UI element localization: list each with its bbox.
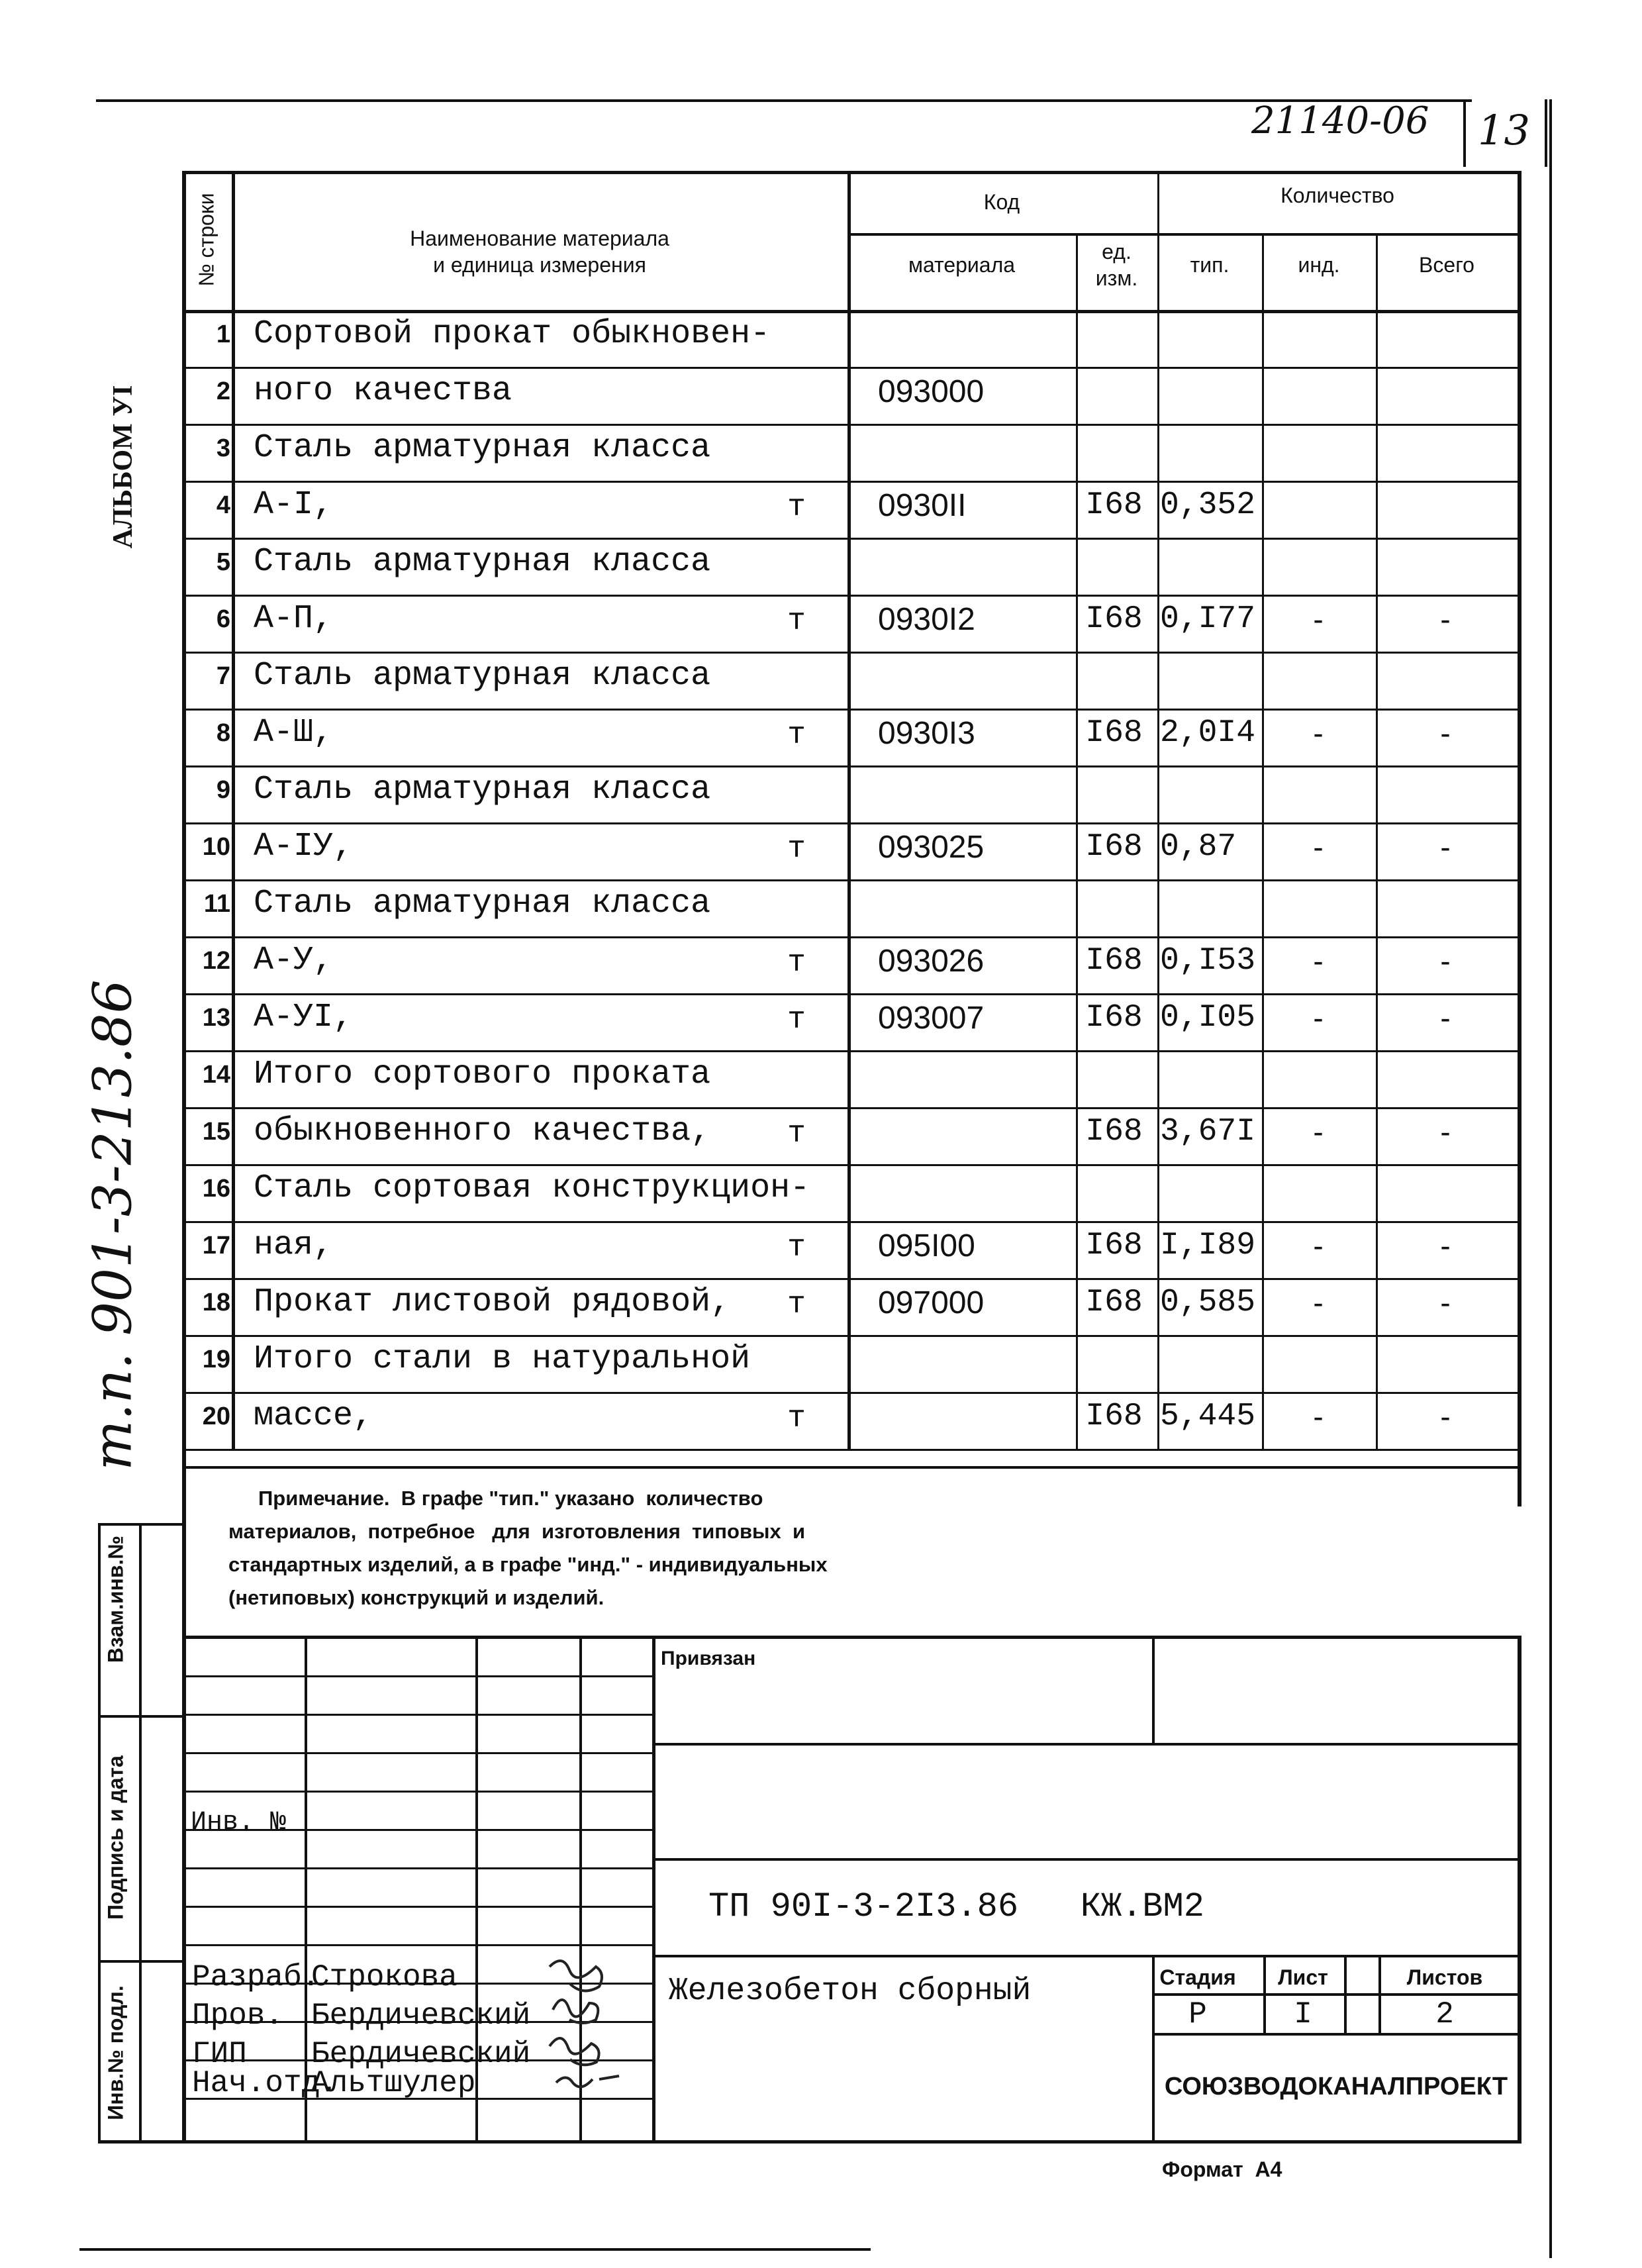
vzam-label: Взам.инв.№ — [103, 1535, 128, 1663]
material-name: Прокат листовой рядовой, — [254, 1283, 731, 1321]
qty-typ: 5,445 — [1160, 1399, 1256, 1434]
unit-code: I68 — [1085, 829, 1143, 865]
material-name: обыкновенного качества, — [254, 1112, 711, 1150]
stamp-row — [182, 1752, 653, 1754]
row-number: 17 — [202, 1232, 230, 1259]
header-quantity: Количество — [1280, 183, 1394, 207]
row-number: 6 — [216, 605, 230, 633]
qty-total: - — [1440, 1001, 1451, 1035]
material-code: 093025 — [878, 830, 985, 865]
header-row-no: № строки — [194, 193, 218, 287]
qty-ind: - — [1313, 944, 1324, 978]
unit-code: I68 — [1085, 1114, 1143, 1150]
qty-typ: I,I89 — [1160, 1228, 1256, 1263]
inv-podl-label: Инв.№ подл. — [103, 1985, 128, 2120]
unit-mark: т — [787, 946, 806, 980]
row-number: 11 — [203, 890, 230, 918]
unit-code: I68 — [1085, 943, 1143, 979]
row-number: 8 — [216, 719, 230, 747]
stamp-cell-col — [1344, 1955, 1347, 2033]
name-checker: Бердичевский — [311, 1998, 531, 2033]
name-developer: Строкова — [311, 1960, 458, 1995]
row-divider — [182, 879, 1518, 881]
material-name: массе, — [254, 1397, 373, 1435]
qty-total: - — [1440, 1399, 1451, 1434]
qty-total: - — [1440, 1114, 1451, 1149]
row-number: 9 — [216, 776, 230, 804]
row-number: 13 — [202, 1004, 230, 1032]
row-divider — [182, 1164, 1518, 1166]
row-number: 4 — [216, 491, 230, 519]
doc-title: Железобетон сборный — [669, 1973, 1032, 2009]
unit-code: I68 — [1085, 1000, 1143, 1036]
material-code: 095I00 — [878, 1228, 975, 1263]
project-code-handwritten: т.п. 901-3-213.86 — [81, 979, 144, 1471]
qty-total: - — [1440, 944, 1451, 978]
material-name: Сталь сортовая конструкцион- — [254, 1169, 810, 1207]
row-divider — [182, 1335, 1518, 1337]
doc-number: 21140-06 — [1251, 99, 1429, 142]
stamp-row — [182, 1714, 653, 1716]
row-divider — [182, 424, 1518, 426]
row-number: 10 — [202, 833, 230, 861]
unit-mark: т — [787, 1230, 806, 1265]
unit-mark: т — [787, 718, 806, 752]
qty-ind: - — [1313, 1285, 1324, 1320]
row-divider — [182, 993, 1518, 995]
qty-typ: 0,I05 — [1160, 1000, 1256, 1036]
header-name: Наименование материала и единица измерения — [410, 226, 669, 277]
qty-total: - — [1440, 1285, 1451, 1320]
qty-typ: 3,67I — [1160, 1114, 1256, 1150]
stamp-outer-left — [98, 1523, 101, 2142]
stamp-side-div — [98, 1715, 183, 1718]
material-code: 093026 — [878, 944, 985, 979]
header-material: материала — [908, 253, 1016, 277]
header-code: Код — [983, 190, 1020, 214]
material-code: 097000 — [878, 1285, 985, 1320]
row-divider — [182, 538, 1518, 540]
unit-code: I68 — [1085, 487, 1143, 523]
header-ind: инд. — [1298, 253, 1340, 277]
material-name: Сталь арматурная класса — [254, 429, 711, 467]
row-number: 20 — [202, 1403, 230, 1430]
material-name: Сталь арматурная класса — [254, 543, 711, 581]
row-number: 7 — [216, 662, 230, 690]
material-code: 0930I2 — [878, 602, 975, 637]
column-divider — [1157, 171, 1159, 1449]
material-name: Сталь арматурная класса — [254, 657, 711, 695]
note-line: (нетиповых) конструкций и изделий. — [228, 1586, 604, 1609]
unit-mark: т — [787, 832, 806, 866]
stamp-row — [182, 1675, 653, 1677]
page-number: 13 — [1478, 106, 1530, 154]
header-divider — [847, 233, 1518, 236]
role-head: Нач.отд. — [192, 2066, 338, 2100]
table-border-right — [1518, 171, 1521, 1506]
privyazan-label: Привязан — [661, 1648, 756, 1669]
row-divider — [182, 1449, 1518, 1451]
row-number: 5 — [216, 548, 230, 576]
stamp-side-div — [98, 1960, 183, 1963]
album-label: АЛЬБОМ УI — [108, 385, 138, 549]
qty-ind: - — [1313, 1114, 1324, 1149]
unit-mark: т — [787, 1116, 806, 1151]
stamp-left — [182, 1506, 186, 2142]
material-name: Итого стали в натуральной — [254, 1340, 751, 1378]
qty-total: - — [1440, 1228, 1451, 1263]
row-divider — [182, 652, 1518, 654]
material-name: А-УI, — [254, 999, 354, 1036]
qty-ind: - — [1313, 602, 1324, 636]
unit-mark: т — [787, 604, 806, 638]
qty-ind: - — [1313, 1228, 1324, 1263]
header-unit: ед. изм. — [1095, 240, 1138, 290]
note-bottom — [182, 1636, 1518, 1639]
stamp-right-col — [1152, 1955, 1155, 2142]
material-code: 0930I3 — [878, 716, 975, 751]
format-label: Формат А4 — [1162, 2157, 1282, 2181]
unit-mark: т — [787, 1003, 806, 1037]
row-divider — [182, 1221, 1518, 1223]
material-name: Сталь арматурная класса — [254, 771, 711, 809]
row-divider — [182, 481, 1518, 483]
unit-mark: т — [787, 1287, 806, 1322]
material-name: А-П, — [254, 600, 334, 638]
row-divider — [182, 1050, 1518, 1052]
name-head: Альтшулер — [311, 2066, 476, 2100]
column-divider — [847, 171, 851, 1449]
stamp-row — [182, 1867, 653, 1869]
sheets-value: 2 — [1435, 1997, 1454, 2032]
name-gip: Бердичевский — [311, 2037, 531, 2071]
material-code: 093007 — [878, 1001, 985, 1036]
unit-code: I68 — [1085, 1285, 1143, 1320]
stamp-row — [182, 1791, 653, 1793]
qty-total: - — [1440, 602, 1451, 636]
note-line: материалов, потребное для изготовления типовых и — [228, 1520, 806, 1543]
role-developer: Разраб. — [192, 1960, 320, 1995]
qty-typ: 0,585 — [1160, 1285, 1256, 1320]
row-number: 15 — [202, 1118, 230, 1146]
sheets-label: Листов — [1406, 1965, 1483, 1989]
bottom-rule — [79, 2248, 871, 2251]
qty-total: - — [1440, 830, 1451, 864]
stamp-col — [305, 1636, 307, 2140]
qty-typ: 2,0I4 — [1160, 715, 1256, 751]
material-name: Сортовой прокат обыкновен- — [254, 315, 771, 353]
material-name: Итого сортового проката — [254, 1056, 711, 1093]
row-divider — [182, 1392, 1518, 1394]
row-divider — [182, 936, 1518, 938]
note-line: стандартных изделий, а в графе "инд." - индивидуальных — [228, 1553, 828, 1576]
row-divider — [182, 1278, 1518, 1280]
note-line: Примечание. В графе "тип." указано количество — [258, 1487, 763, 1510]
qty-typ: 0,I53 — [1160, 943, 1256, 979]
stamp-side-col — [139, 1523, 142, 2142]
row-number: 19 — [202, 1346, 230, 1373]
stamp-right-row — [652, 1858, 1520, 1861]
row-number: 12 — [202, 947, 230, 975]
material-name: ная, — [254, 1226, 334, 1264]
material-code: 0930II — [878, 488, 967, 523]
qty-typ: 0,I77 — [1160, 601, 1256, 637]
role-checker: Пров. — [192, 1998, 284, 2033]
row-number: 18 — [202, 1289, 230, 1316]
qty-ind: - — [1313, 830, 1324, 864]
note-top — [182, 1466, 1518, 1469]
qty-typ: 0,352 — [1160, 487, 1256, 523]
row-divider — [182, 1107, 1518, 1109]
material-name: А-Ш, — [254, 714, 334, 752]
column-divider — [232, 171, 235, 1449]
qty-ind: - — [1313, 716, 1324, 750]
unit-mark: т — [787, 1401, 806, 1436]
podpis-label: Подпись и дата — [103, 1755, 128, 1920]
stamp-bottom — [98, 2140, 1521, 2144]
row-number: 16 — [202, 1175, 230, 1203]
role-gip: ГИП — [192, 2037, 247, 2071]
row-divider — [182, 709, 1518, 711]
row-divider — [182, 822, 1518, 824]
unit-code: I68 — [1085, 1399, 1143, 1434]
stage-value: Р — [1188, 1997, 1207, 2032]
unit-code: I68 — [1085, 715, 1143, 751]
page-box-right — [1545, 99, 1547, 167]
row-number: 3 — [216, 434, 230, 462]
material-name: ного качества — [254, 372, 512, 410]
sheet-label: Лист — [1278, 1965, 1328, 1989]
sheet-value: I — [1294, 1997, 1312, 2032]
page-box-left — [1463, 99, 1466, 167]
row-divider — [182, 367, 1518, 369]
stamp-cell-row — [1152, 2033, 1520, 2036]
unit-code: I68 — [1085, 1228, 1143, 1263]
unit-mark: т — [787, 490, 806, 524]
stamp-right-row — [652, 1743, 1520, 1746]
material-name: А-IУ, — [254, 828, 354, 865]
qty-typ: 0,87 — [1160, 829, 1237, 865]
stamp-row — [182, 1944, 653, 1946]
qty-ind: - — [1313, 1001, 1324, 1035]
stamp-side-top — [98, 1523, 183, 1526]
row-number: 1 — [216, 320, 230, 348]
stamp-cell-row — [1152, 1993, 1520, 1996]
material-code: 093000 — [878, 374, 985, 409]
qty-total: - — [1440, 716, 1451, 750]
row-number: 14 — [202, 1061, 230, 1089]
material-name: А-I, — [254, 486, 334, 524]
stage-label: Стадия — [1159, 1965, 1236, 1989]
qty-ind: - — [1313, 1399, 1324, 1434]
row-number: 2 — [216, 377, 230, 405]
inv-no-label: Инв. № — [191, 1808, 287, 1838]
doc-code: ТП 90I-3-2I3.86 КЖ.ВМ2 — [708, 1887, 1204, 1926]
row-divider — [182, 765, 1518, 767]
right-margin-rule — [1549, 99, 1552, 2258]
row-divider — [182, 595, 1518, 597]
header-total: Всего — [1419, 253, 1474, 277]
stamp-right-col — [1152, 1636, 1155, 1744]
stamp-right-row — [652, 1955, 1520, 1957]
signatures-image — [477, 1950, 655, 2102]
material-name: А-У, — [254, 942, 334, 979]
stamp-row — [182, 1906, 653, 1908]
header-typ: тип. — [1190, 253, 1230, 277]
unit-code: I68 — [1085, 601, 1143, 637]
org-name: СОЮЗВОДОКАНАЛПРОЕКТ — [1164, 2073, 1508, 2100]
stamp-right — [1518, 1636, 1521, 2143]
material-name: Сталь арматурная класса — [254, 885, 711, 922]
